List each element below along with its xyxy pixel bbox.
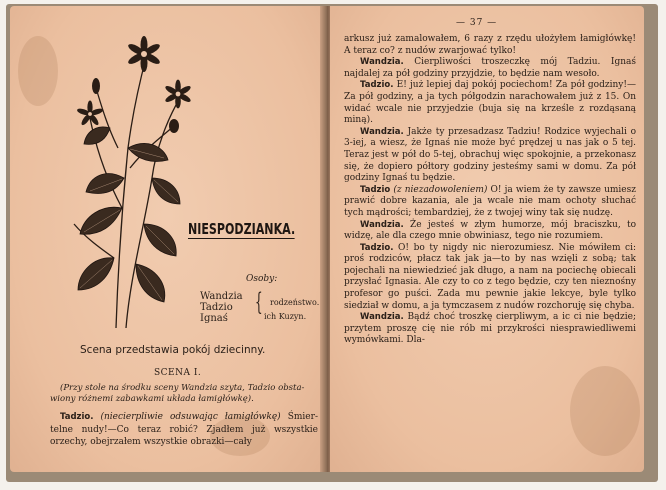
speech-text: arkusz już zamalowałem, 6 razy z rzędu ułożyłem łamigłówkę! A teraz co? z nudów zwarjować tylko!: [344, 34, 636, 56]
play-title: NIESPODZIANKA.: [188, 220, 296, 238]
character-name: Wandzia: [200, 291, 243, 302]
dialogue-paragraph: [344, 312, 636, 347]
character-name: Ignaś: [200, 313, 228, 324]
speaker-note: (z niezadowoleniem): [393, 184, 488, 195]
dialogue-paragraph: [344, 57, 636, 80]
stage-direction: (Przy stole na środku sceny Wandzia szyta, Tadzio obstawiony różnemi zabawkami układa łamigłówkę).: [50, 383, 305, 404]
left-page: [10, 6, 324, 472]
paper-stain: [570, 366, 640, 456]
dialogue-paragraph: [344, 80, 636, 126]
right-page: [330, 6, 644, 472]
dialogue-paragraph: [344, 185, 636, 220]
speech-text: Bądź choć troszkę cierpliwym, a ic ci nie będzie; przytem proszę cię nie rób mi przykrości niesprawiedliwemi wymówkami. Dla-: [344, 312, 636, 346]
dialogue-paragraph: [344, 34, 636, 57]
speech-text: E! już lepiej daj pokój pociechom! Za pół godziny!—Za pół godziny, a ja tych półgodzin narachowałem już z 15. On widać wcale nie przyjedzie (buja się na krześle z rozdąsaną miną).: [344, 80, 636, 126]
paper-stain: [18, 36, 58, 106]
brace-glyph: {: [255, 288, 263, 316]
dialogue-paragraph: [344, 243, 636, 313]
speaker-name: Wandzia.: [360, 219, 404, 230]
dialogue-paragraph: [344, 220, 636, 243]
character-list: [200, 291, 243, 324]
role-siblings: rodzeństwo.: [270, 298, 320, 307]
role-cousin: ich Kuzyn.: [264, 312, 307, 321]
dialogue-text: [344, 34, 636, 347]
speech-text: Że jesteś w złym humorze, mój braciszku, to widzę, ale dla czego mnie obwiniasz, tego nie rozumiem.: [344, 219, 636, 242]
speech-text: Jakże ty przesadzasz Tadziu! Rodzice wyjechali o 3-iej, a wiesz, że Ignaś nie może być prędzej u nas jak o 5 tej. Teraz jest w pół do 5-tej, obrachuj więc spokojnie, a przekonasz się, że dopiero półtory godziny jesteśmy sami w domu. Za pół godziny Ignaś tu będzie.: [344, 126, 636, 184]
speaker-name: Tadzio.: [360, 80, 394, 91]
speaker-name: Wandzia.: [360, 126, 404, 137]
speech-text: O! ja wiem że ty zawsze umiesz prawić dobre kazania, ale ja wcale nie mam ochoty słuchać tych mądrości; tembardziej, że z twojej winy tak się nudzę.: [344, 184, 636, 218]
speaker-note: (niecierpliwie odsuwając łamigłówkę): [100, 412, 281, 422]
speech-text: O! bo ty nigdy nic nierozumiesz. Nie mówiłem ci: proś rodziców, płacz tak jak ja—to by nas wzięli z sobą; tak pojechali na niewiedzieć jak długo, a nam na pociechę obiecali przysłać Ignasia. Ale czy to co z tego będzie, czy ten nieznośny profesor go puści. Zada mu pewnie jakie lekcye, byle tylko siedział w domu, a ja tymczasem z nudów rozchoruję się chyba.: [344, 242, 636, 311]
speech-text: Cierpliwości troszeczkę mój Tadziu. Ignaś najdalej za pół godziny przyjdzie, to będzie nam wesoło.: [344, 57, 636, 79]
speaker-name: Wandzia.: [360, 57, 404, 68]
scene-heading: SCENA I.: [154, 368, 202, 378]
speaker-name: Tadzio.: [360, 242, 394, 253]
page-number: — 37 —: [456, 18, 498, 28]
flower-illustration: [56, 28, 196, 338]
speech-text: Śmiertelne nudy!—Co teraz robić? Zjadłem już wszystkie orzechy, obejrzałem wszystkie obrazki—cały: [50, 412, 318, 447]
dialogue-paragraph: [344, 127, 636, 185]
speaker-name: Wandzia.: [360, 312, 404, 323]
first-speech: [50, 411, 318, 449]
persons-label: Osoby:: [246, 274, 278, 284]
speaker-name: Tadzio.: [60, 412, 94, 422]
character-name: Tadzio: [200, 302, 233, 313]
scene-setting: Scena przedstawia pokój dziecinny.: [80, 344, 266, 356]
speaker-name: Tadzio: [360, 184, 391, 195]
